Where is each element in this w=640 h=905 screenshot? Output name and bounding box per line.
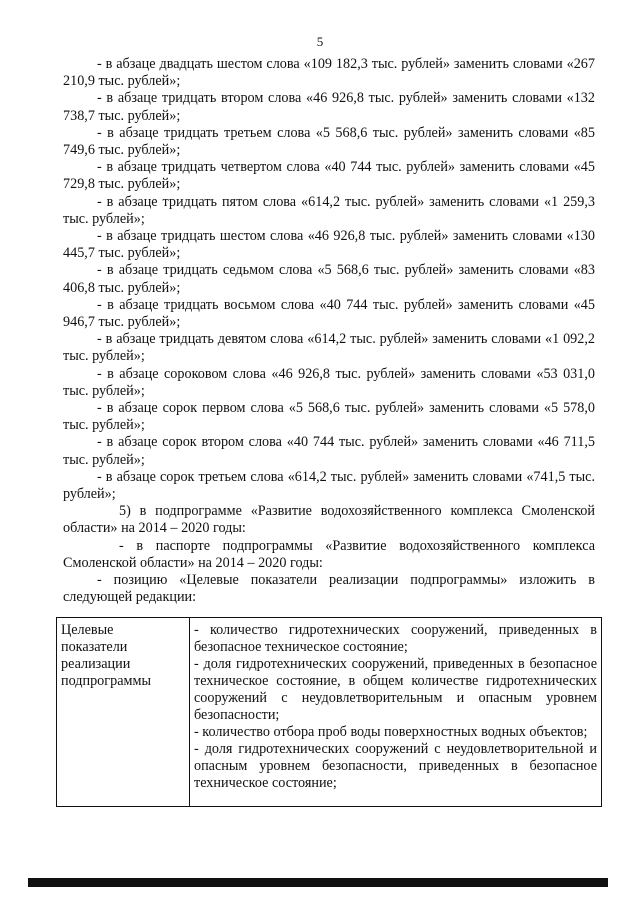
amendment-paragraph: - в абзаце тридцать восьмом слова «40 744 тыс. рублей» заменить словами «45 946,7 тыс. рублей»;: [63, 296, 595, 331]
amendment-paragraph: - в абзаце тридцать девятом слова «614,2 тыс. рублей» заменить словами «1 092,2 тыс. рублей»;: [63, 331, 595, 365]
amendment-paragraph: - в абзаце тридцать седьмом слова «5 568,6 тыс. рублей» заменить словами «83 406,8 тыс. рублей»;: [63, 262, 595, 296]
amendment-paragraph: - в абзаце тридцать пятом слова «614,2 тыс. рублей» заменить словами «1 259,3 тыс. рублей»;: [63, 193, 595, 227]
amendment-paragraph: - в абзаце сороковом слова «46 926,8 тыс. рублей» заменить словами «53 031,0 тыс. рублей»;: [63, 365, 595, 399]
table-content-cell: [190, 618, 602, 807]
label-line: показатели: [61, 639, 128, 655]
subprogram-heading: 5) в подпрограмме «Развитие водохозяйственного комплекса Смоленской области» на 2014 – 2020 годы:: [63, 503, 595, 537]
passport-paragraph: - в паспорте подпрограммы «Развитие водохозяйственного комплекса Смоленской области» на 2014 – 2020 годы:: [63, 537, 595, 571]
table-row: [57, 618, 602, 807]
label-line: реализации: [61, 656, 131, 672]
indicator-item: - доля гидротехнических сооружений, приведенных в безопасное техническое состояние, в общем количестве гидротехнических сооружений с неудовлетворительным и опасным уровнем безопасности;: [194, 656, 597, 723]
position-paragraph: - позицию «Целевые показатели реализации подпрограммы» изложить в следующей редакции:: [63, 572, 595, 606]
indicator-item: - доля гидротехнических сооружений с неудовлетворительной и опасным уровнем безопасности, приведенных в безопасное техническое состояние;: [194, 741, 597, 791]
amendment-paragraph: - в абзаце тридцать шестом слова «46 926,8 тыс. рублей» заменить словами «130 445,7 тыс. рублей»;: [63, 228, 595, 262]
amendment-paragraph: - в абзаце тридцать третьем слова «5 568,6 тыс. рублей» заменить словами «85 749,6 тыс. рублей»;: [63, 124, 595, 159]
page-number: 5: [316, 34, 324, 49]
amendment-paragraph: - в абзаце сорок втором слова «40 744 тыс. рублей» заменить словами «46 711,5 тыс. рублей»;: [63, 434, 595, 468]
amendment-paragraph: - в абзаце сорок третьем слова «614,2 тыс. рублей» заменить словами «741,5 тыс. рублей»;: [63, 468, 595, 503]
indicator-item: - количество гидротехнических сооружений, приведенных в безопасное техническое состояние;: [194, 622, 597, 655]
amendment-paragraph: - в абзаце тридцать четвертом слова «40 744 тыс. рублей» заменить словами «45 729,8 тыс. рублей»;: [63, 159, 595, 193]
amendment-paragraph: - в абзаце тридцать втором слова «46 926,8 тыс. рублей» заменить словами «132 738,7 тыс. рублей»;: [63, 90, 595, 124]
page-bottom-rule: [28, 878, 608, 887]
label-line: подпрограммы: [61, 673, 151, 689]
indicators-table: [56, 617, 602, 807]
document-body: [63, 56, 595, 607]
table-label-cell: [57, 618, 190, 807]
amendment-paragraph: - в абзаце двадцать шестом слова «109 182,3 тыс. рублей» заменить словами «267 210,9 тыс. рублей»;: [63, 56, 595, 90]
indicator-item: - количество отбора проб воды поверхностных водных объектов;: [194, 724, 588, 740]
amendment-paragraph: - в абзаце сорок первом слова «5 568,6 тыс. рублей» заменить словами «5 578,0 тыс. рублей»;: [63, 400, 595, 434]
label-line: Целевые: [61, 622, 114, 638]
